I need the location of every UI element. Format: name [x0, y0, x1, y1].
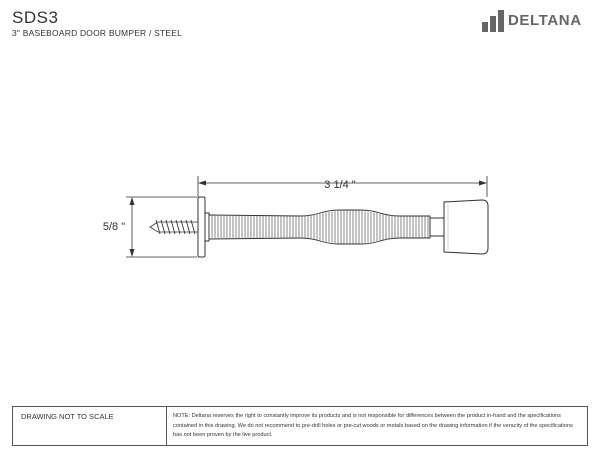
length-dimension-label: 3 1/4 " — [324, 179, 356, 191]
length-arrow-left — [198, 181, 206, 186]
length-arrow-right — [479, 181, 487, 186]
brand-name: DELTANA — [508, 12, 582, 29]
rubber-tip — [430, 200, 488, 254]
product-description: 3" BASEBOARD DOOR BUMPER / STEEL — [12, 28, 183, 38]
title-block-divider — [166, 407, 167, 445]
diameter-arrow-bottom — [130, 249, 135, 257]
spring-body — [209, 210, 430, 244]
title-block — [12, 406, 588, 446]
disclaimer-note: NOTE: Deltana reserves the right to constantly improve its products and is not responsible for differences between the product in-hand and the specifications contained in this drawing. We do not recommend to pre-drill holes or pre-cut woods or metals based on the drawing information if the veracity of the specifications has not been proven by the live product. — [173, 413, 573, 438]
wood-screw — [150, 220, 198, 234]
diameter-dimension-label: 5/8 " — [102, 221, 126, 233]
base-flange — [198, 197, 209, 257]
scale-note: DRAWING NOT TO SCALE — [21, 412, 114, 421]
diameter-arrow-top — [130, 197, 135, 205]
product-code: SDS3 — [12, 8, 59, 27]
